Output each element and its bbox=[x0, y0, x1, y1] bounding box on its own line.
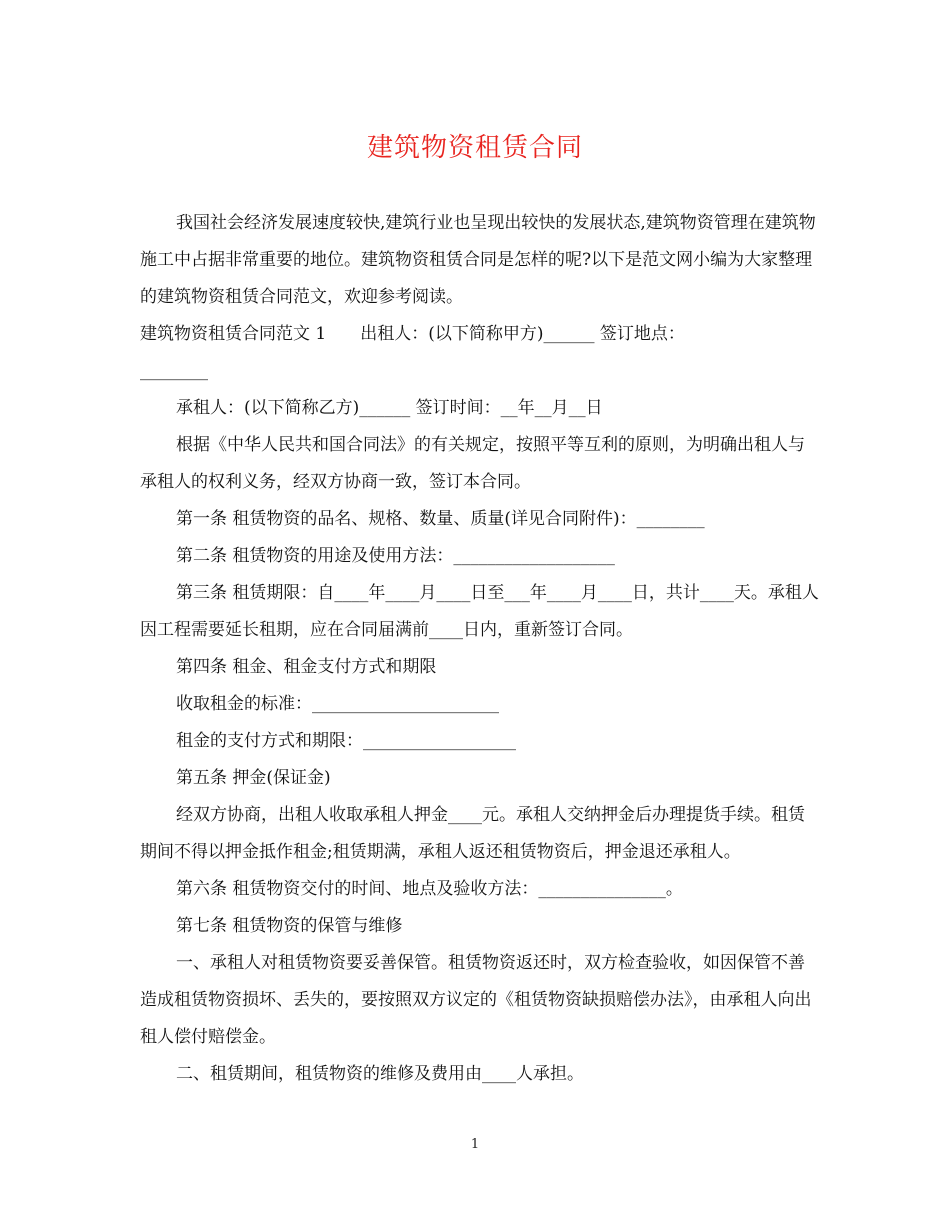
article-6: 第六条 租赁物资交付的时间、地点及验收方法：_______________。 bbox=[176, 879, 683, 899]
article-3: 第三条 租赁期限：自____年____月____日至___年____月____日，共计____天。承租人因工程需要延长租期，应在合同届满前____日内，重新签订合同。 bbox=[140, 583, 819, 640]
article-1: 第一条 租赁物资的品名、规格、数量、质量(详见合同附件)：________ bbox=[176, 509, 705, 529]
lessee-paragraph: 承租人：(以下简称乙方)______ 签订时间：__年__月__日 bbox=[176, 398, 603, 418]
basis-paragraph: 根据《中华人民共和国合同法》的有关规定，按照平等互利的原则，为明确出租人与承租人的权利义务，经双方协商一致，签订本合同。 bbox=[140, 435, 805, 492]
article-4: 第四条 租金、租金支付方式和期限 bbox=[176, 657, 437, 677]
item-1: 一、承租人对租赁物资要妥善保管。租赁物资返还时，双方检查验收，如因保管不善造成租赁物资损坏、丢失的，要按照双方议定的《租赁物资缺损赔偿办法》，由承租人向出租人偿付赔偿金。 bbox=[140, 953, 812, 1047]
rent-standard: 收取租金的标准：______________________ bbox=[176, 694, 499, 714]
document-body bbox=[140, 205, 820, 1093]
page-number: 1 bbox=[470, 1137, 480, 1152]
item-2: 二、租赁期间，租赁物资的维修及费用由____人承担。 bbox=[176, 1064, 584, 1084]
document-title: 建筑物资租赁合同 bbox=[366, 133, 583, 163]
rent-payment: 租金的支付方式和期限：__________________ bbox=[176, 731, 516, 751]
deposit-paragraph: 经双方协商，出租人收取承租人押金____元。承租人交纳押金后办理提货手续。租赁期间不得以押金抵作租金;租赁期满，承租人返还租赁物资后，押金退还承租人。 bbox=[140, 805, 805, 862]
sample-line-1: 建筑物资租赁合同范文 1 出租人：(以下简称甲方)______ 签订地点： bbox=[140, 324, 685, 344]
article-2: 第二条 租赁物资的用途及使用方法：___________________ bbox=[176, 546, 615, 566]
sample-heading-line bbox=[140, 316, 820, 390]
intro-paragraph: 我国社会经济发展速度较快,建筑行业也呈现出较快的发展状态,建筑物资管理在建筑物施工中占据非常重要的地位。建筑物资租赁合同是怎样的呢?以下是范文网小编为大家整理的建筑物资租赁合同范文，欢迎参考阅读。 bbox=[140, 213, 816, 307]
article-5: 第五条 押金(保证金) bbox=[176, 768, 331, 788]
article-7: 第七条 租赁物资的保管与维修 bbox=[176, 916, 403, 936]
sample-line-2: ________ bbox=[140, 361, 208, 381]
